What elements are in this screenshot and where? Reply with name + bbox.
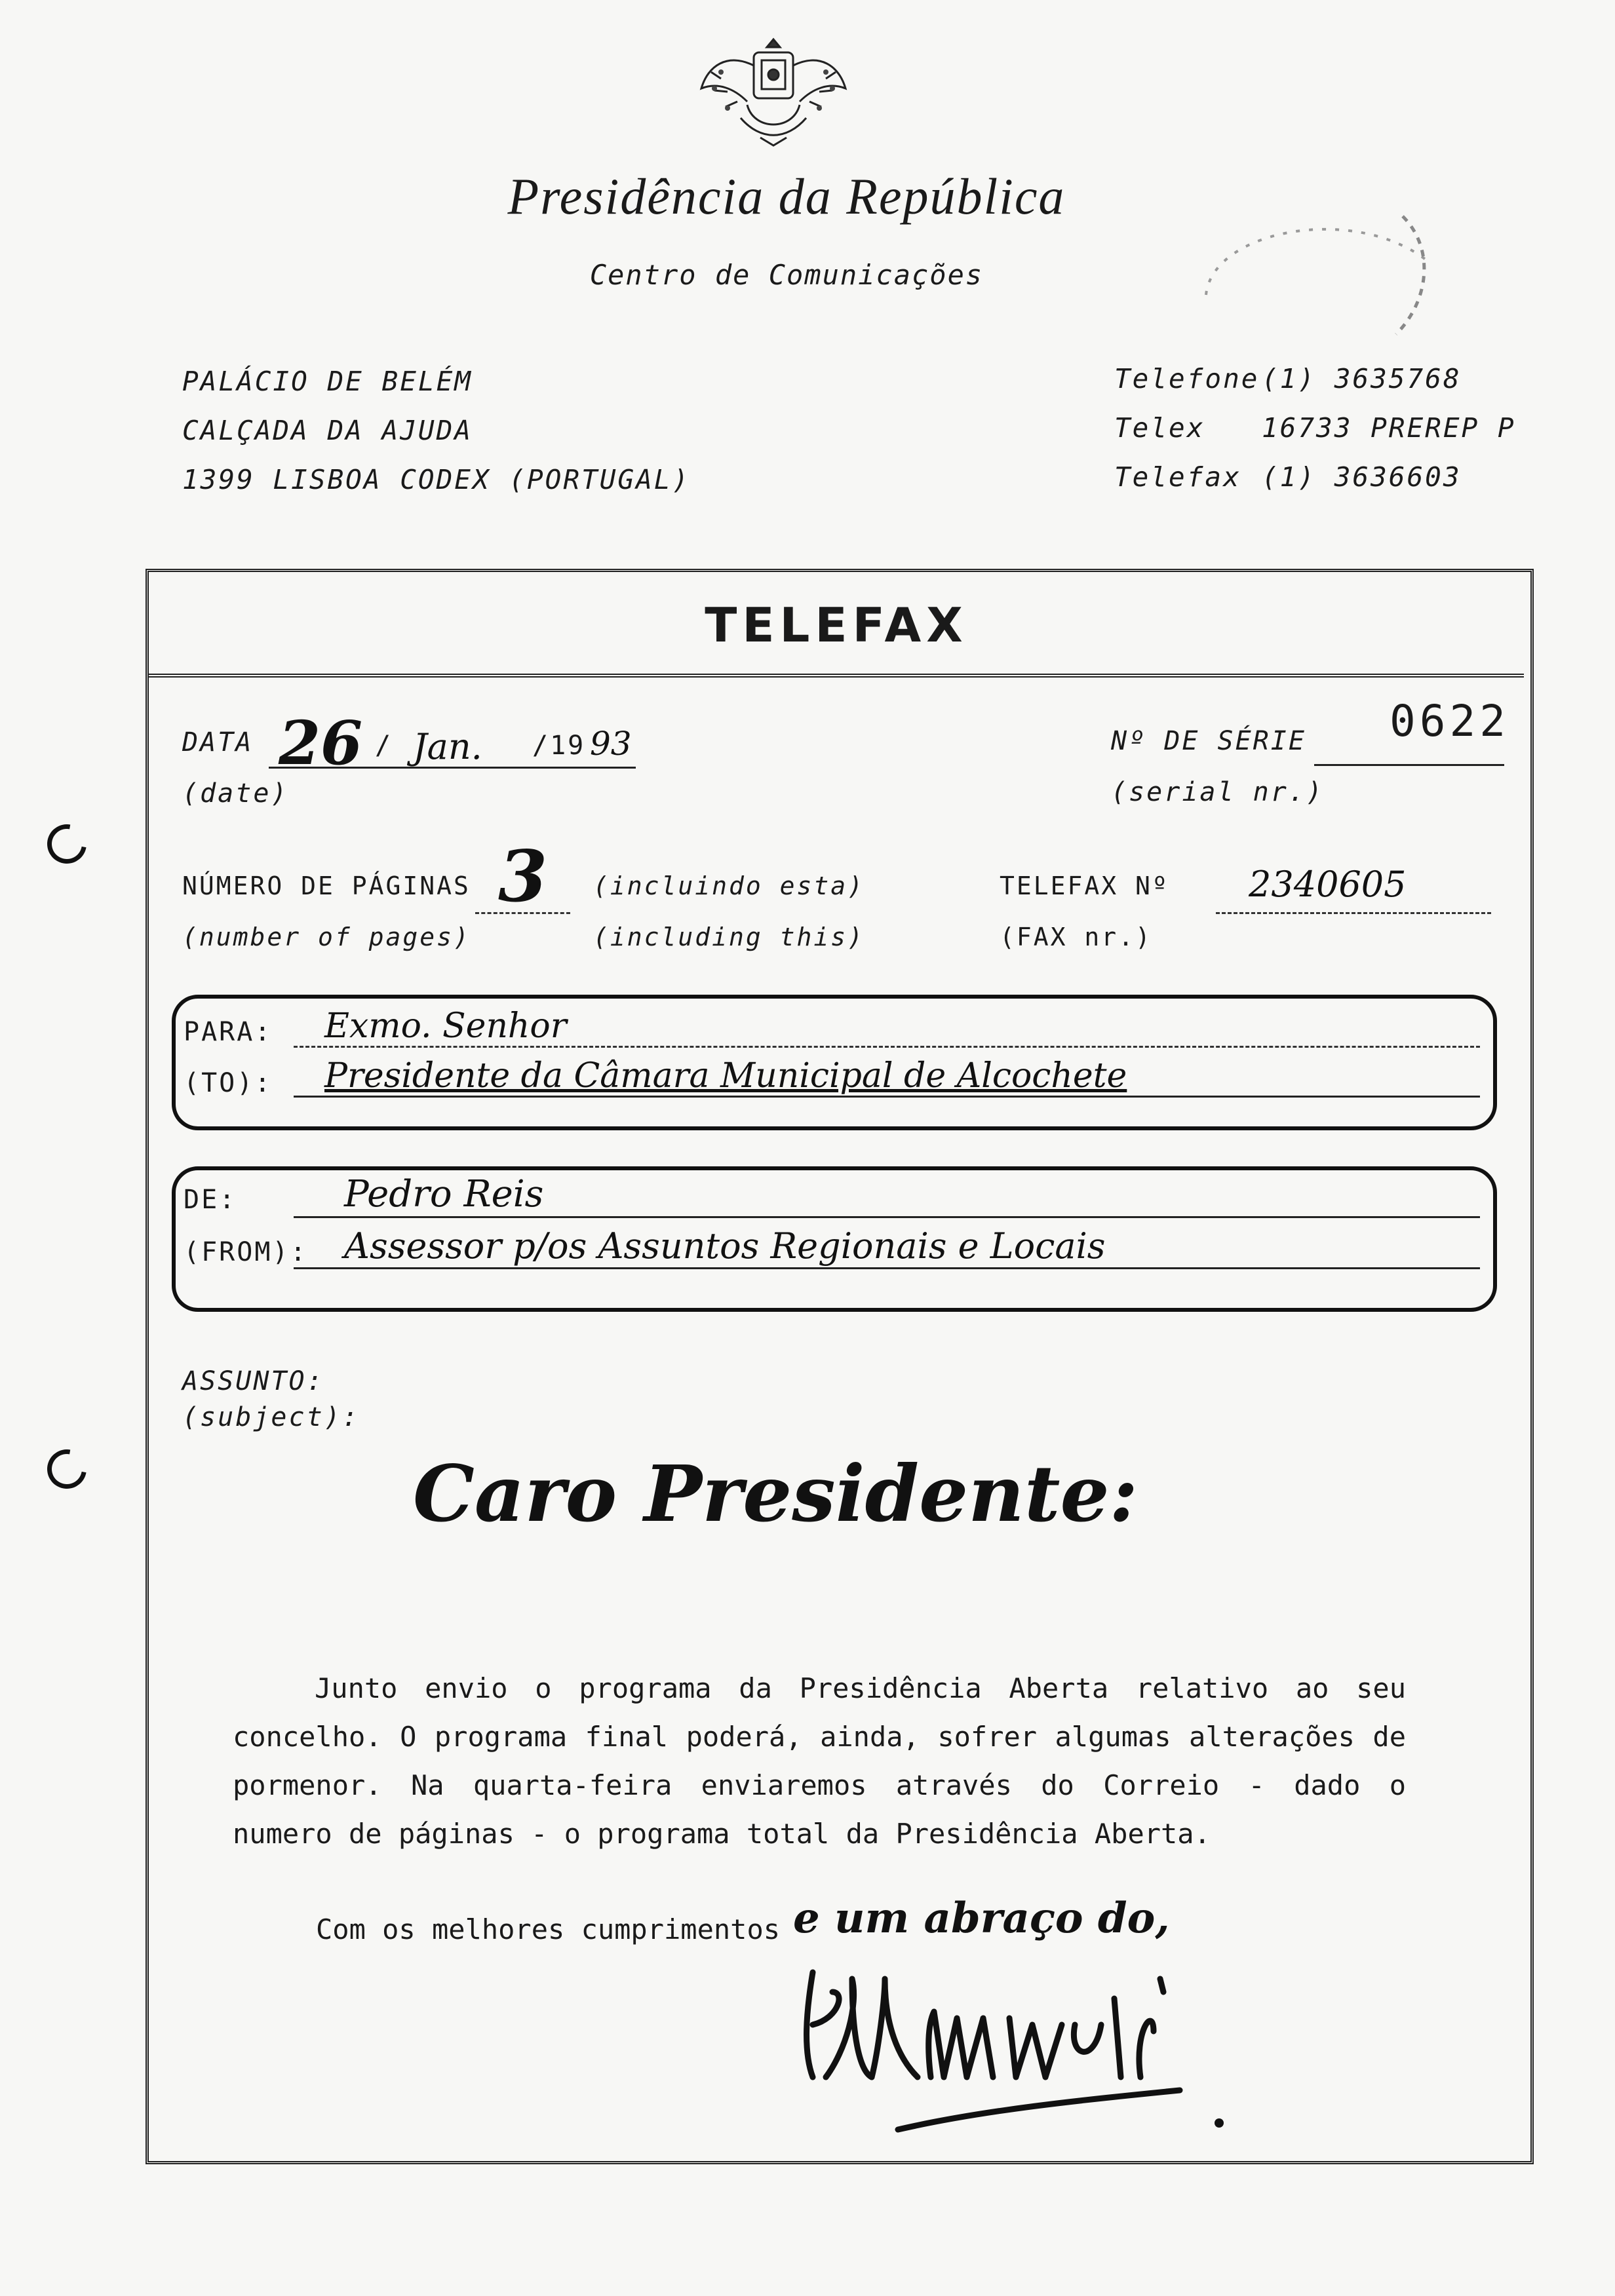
sender-title: Assessor p/os Assuntos Regionais e Locais [344, 1225, 1106, 1267]
date-year: 93 [590, 725, 632, 763]
binder-hole-top [39, 816, 94, 871]
letter-closing: Com os melhores cumprimentos [316, 1913, 781, 1945]
sender-name: Pedro Reis [344, 1173, 544, 1215]
date-label: DATA [182, 727, 254, 757]
address-line-3: 1399 LISBOA CODEX (PORTUGAL) [182, 464, 691, 495]
serial-label: Nº DE SÉRIE [1111, 726, 1306, 756]
phone-label: Telefone [1114, 363, 1260, 394]
from-sublabel: (FROM): [184, 1237, 308, 1267]
telex-value: 16733 PREREP P [1262, 412, 1516, 444]
telefax-value: (1) 3636603 [1262, 461, 1462, 493]
faded-stamp [1186, 190, 1449, 360]
date-year-prefix: /19 [532, 731, 586, 761]
form-title: TELEFAX [705, 598, 968, 653]
subject-sublabel: (subject): [182, 1402, 360, 1432]
pages-count: 3 [498, 835, 548, 918]
to-line-1 [294, 1046, 1480, 1048]
serial-number: 0622 [1390, 696, 1509, 746]
pages-label: NÚMERO DE PÁGINAS [182, 871, 471, 900]
from-line-2 [294, 1267, 1480, 1269]
serial-sublabel: (serial nr.) [1111, 777, 1324, 807]
date-month: Jan. [413, 726, 482, 767]
institution-title: Presidência da República [507, 168, 1066, 225]
telex-label: Telex [1114, 412, 1205, 444]
letter-salutation: Caro Presidente: [413, 1448, 1138, 1539]
to-sublabel: (TO): [184, 1068, 273, 1098]
to-label: PARA: [184, 1017, 273, 1047]
fax-number-sublabel: (FAX nr.) [1000, 923, 1152, 951]
coat-of-arms-emblem [682, 26, 865, 151]
date-sublabel: (date) [182, 778, 289, 809]
recipient-salutation: Exmo. Senhor [324, 1006, 567, 1046]
phone-value: (1) 3635768 [1262, 363, 1462, 394]
fax-number-label: TELEFAX Nº [1000, 871, 1169, 900]
address-line-1: PALÁCIO DE BELÉM [182, 366, 473, 397]
letter-paragraph: Junto envio o programa da Presidência Aberta relativo ao seu concelho. O programa final poderá, ainda, sofrer algumas alterações de pormenor. Na quarta-feira enviaremos através do Correio - dado o numero de páginas - o programa total da Presidência Aberta. [233, 1672, 1406, 1850]
handwritten-signature [787, 1953, 1258, 2136]
recipient-name: Presidente da Câmara Municipal de Alcochete [324, 1056, 1127, 1096]
telefax-label: Telefax [1114, 461, 1241, 493]
pages-sublabel: (number of pages) [182, 923, 471, 951]
binder-hole-bottom [39, 1442, 94, 1497]
from-label: DE: [184, 1185, 237, 1215]
date-day: 26 [279, 708, 363, 778]
fax-number: 2340605 [1249, 864, 1407, 905]
pages-note-en: (including this) [593, 923, 865, 951]
department-name: Centro de Comunicações [589, 259, 984, 291]
letter-body [233, 1664, 1406, 1858]
pages-note: (incluindo esta) [593, 871, 865, 900]
address-line-2: CALÇADA DA AJUDA [182, 415, 473, 446]
from-line-1 [294, 1216, 1480, 1218]
handwritten-closing: e um abraço do, [793, 1894, 1170, 1943]
serial-underline [1314, 764, 1504, 766]
to-line-2 [294, 1096, 1480, 1098]
fax-number-underline [1216, 912, 1491, 914]
subject-label: ASSUNTO: [182, 1366, 324, 1396]
